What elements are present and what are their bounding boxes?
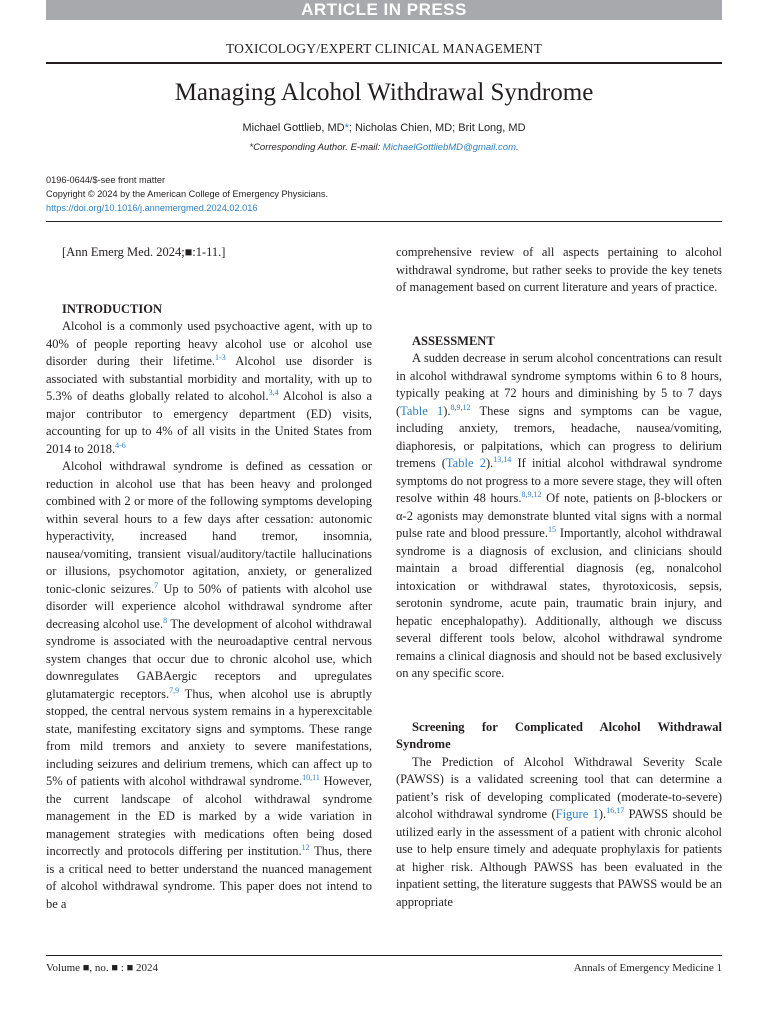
meta-rule [46,221,722,222]
section-heading: TOXICOLOGY/EXPERT CLINICAL MANAGEMENT [225,41,543,56]
ref-link[interactable]: 15 [547,524,556,534]
ref-link[interactable]: 3,4 [268,387,279,397]
doi-link[interactable]: https://doi.org/10.1016/j.annemergmed.2024.02.016 [46,203,258,213]
screening-paragraph: The Prediction of Alcohol Withdrawal Severity Scale (PAWSS) is a validated screening tool that can determine a patient’s risk of developing complicated (moderate-to-severe) alcohol withdrawal syndrome (Figure 1).$^{16,17}$ PAWSS should be utilized early in the assessment of a patient with chronic alcohol use to help ensure timely and adequate prophylaxis for patients at higher risk. Although PAWSS has been evaluated in the inpatient setting, the literature suggests that PAWSS would be an appropriate [396,754,722,909]
issn-line: 0196-0644/$-see front matter [46,175,165,185]
screening-heading: Screening for Complicated Alcohol Withdrawal Syndrome [396,719,722,751]
author-line [46,122,722,134]
table-1-link[interactable]: Table 1 [400,403,444,418]
ref-link[interactable]: 16,17 [606,805,625,815]
left-column [46,244,372,913]
ref-link[interactable]: 10,11 [302,772,320,782]
assessment-paragraph: A sudden decrease in serum alcohol concentrations can result in alcohol withdrawal syndrome symptoms within 6 to 8 hours, typically peaking at 72 hours and diminishing by 5 to 7 days (Table 1).$^{8,9,12}$ These signs and symptoms can be vague, including anxiety, tremors, headache, nausea/vomiting, diaphoresis, or palpitations, which can progress to delirium tremens (Table 2).$^{13,14}$ If initial alcohol withdrawal syndrome symptoms do not progress to a more severe stage, they will often resolve within 48 hours.$^{8,9,12}$ Of note, patients on β-blockers or α-2 agonists may demonstrate blunted vital signs with a normal pulse rate and blood pressure.$^{15}$ Importantly, alcohol withdrawal syndrome is a diagnosis of exclusion, and clinicians should maintain a broad differential diagnosis (eg, nonalcohol intoxication or withdrawal states, thyrotoxicosis, sepsis, serotonin syndrome, acute pain, traumatic brain injury, and hepatic encephalopathy). Additionally, although we discuss several different tools below, alcohol withdrawal syndrome remains a clinical diagnosis and should not be based exclusively on any specific score. [396,351,722,680]
citation: [Ann Emerg Med. 2024;■:1-11.] [62,245,226,259]
corresponding-mark[interactable]: * [344,122,349,134]
corresponding-end: . [515,142,519,153]
author-1: Michael Gottlieb, MD [242,122,345,134]
header-rule [46,62,722,64]
corresponding-email-link[interactable]: MichaelGottliebMD@gmail.com [382,142,516,153]
ref-link[interactable]: 13,14 [493,454,512,464]
footer-rule [46,955,722,956]
intro-paragraph-1: Alcohol is a commonly used psychoactive agent, with up to 40% of people reporting heavy alcohol use or alcohol use disorder during their lifetime.$^{1-3}$ Alcohol use disorder is associated with substantial morbidity and mortality, with up to 5.3% of deaths globally related to alcohol.$^{3,4}$ Alcohol is also a major contributor to emergency department (ED) visits, accounting for up to 4% of all visits in the United States from 2014 to 2018.$^{4-6}$ [46,319,372,456]
article-in-press-banner: ARTICLE IN PRESS [46,0,722,20]
continued-paragraph: comprehensive review of all aspects pertaining to alcohol withdrawal syndrome, but rather seeks to provide the key tenets of management based on current literature and years of practice. [396,245,722,294]
intro-paragraph-2: Alcohol withdrawal syndrome is defined as cessation or reduction in alcohol use that has been heavy and prolonged combined with 2 or more of the following symptoms developing within several hours to a few days after cessation: autonomic hyperactivity, increased hand tremor, insomnia, nausea/vomiting, transient visual/auditory/tactile hallucinations or illusions, psychomotor agitation, anxiety, or generalized tonic-clonic seizures.$^7$ Up to 50% of patients with alcohol use disorder will experience alcohol withdrawal syndrome after decreasing alcohol use.$^8$ The development of alcohol withdrawal syndrome is associated with the neuroadaptive central nervous system changes that occur due to chronic alcohol use, which downregulates GABAergic receptors and upregulates glutamatergic receptors.$^{7,9}$ Thus, when alcohol use is abruptly stopped, the central nervous system remains in a hyperexcitable state, manifesting excitatory signs and symptoms. These range from mild tremors and anxiety to severe manifestations, including seizures and delirium tremens, which can affect up to 5% of patients with alcohol withdrawal syndrome.$^{10,11}$ However, the current landscape of alcohol withdrawal syndrome management in the ED is marked by a wide variation in management strategies with medications often being dosed incorrectly and protocols differing per institution.$^{12}$ Thus, there is a critical need to better understand the nuanced management of alcohol withdrawal syndrome. This paper does not intend to be a [46,459,373,911]
ref-link[interactable]: 7 [154,580,159,590]
footer-volume: Volume ■, no. ■ : ■ 2024 [46,962,159,974]
article-meta [46,173,328,215]
ref-link[interactable]: 8,9,12 [450,402,471,412]
footer-journal-page: Annals of Emergency Medicine 1 [573,962,722,974]
article-title: Managing Alcohol Withdrawal Syndrome [174,79,594,106]
right-column [396,244,722,911]
table-2-link[interactable]: Table 2 [445,456,486,470]
ref-link[interactable]: 4-6 [115,440,126,450]
ref-link[interactable]: 12 [301,842,310,852]
other-authors: ; Nicholas Chien, MD; Brit Long, MD [348,122,526,134]
copyright-line: Copyright © 2024 by the American College of Emergency Physicians. [46,189,329,199]
assessment-heading: ASSESSMENT [412,333,495,348]
ref-link[interactable]: 8 [163,615,168,625]
figure-1-link[interactable]: Figure 1 [555,807,599,821]
corresponding-author [46,142,722,153]
ref-link[interactable]: 8,9,12 [521,489,542,499]
introduction-heading: INTRODUCTION [62,301,163,316]
corresponding-label: *Corresponding Author. E-mail: [249,142,383,153]
ref-link[interactable]: 7,9 [169,685,180,695]
ref-link[interactable]: 1-3 [215,352,226,362]
